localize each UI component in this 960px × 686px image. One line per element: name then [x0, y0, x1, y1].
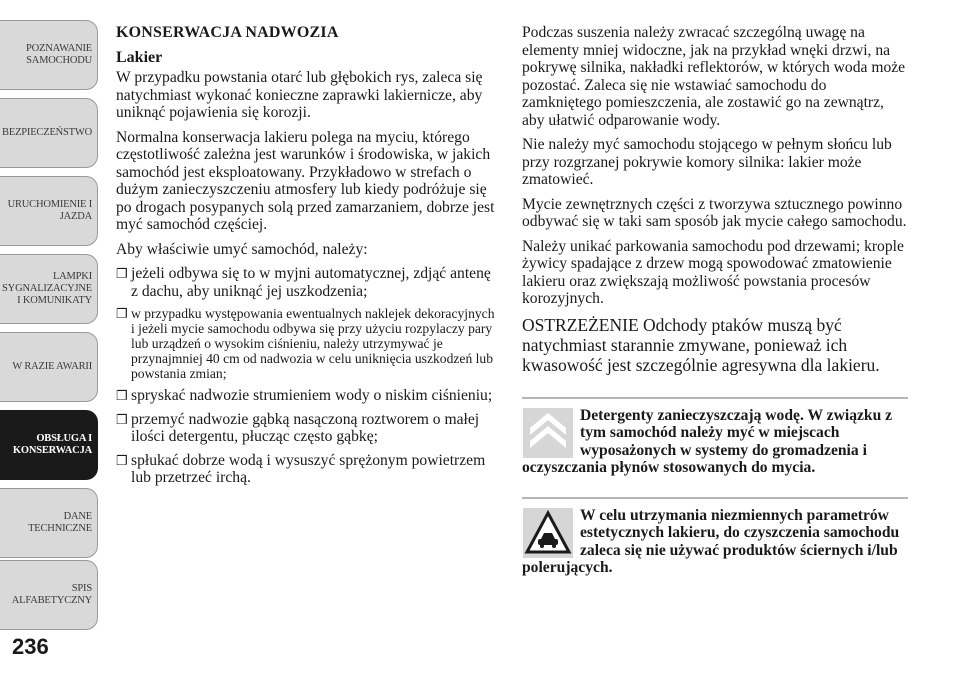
warning-paragraph: OSTRZEŻENIE Odchody ptaków muszą być natychmiast starannie zmywane, ponieważ ich kwasowość jest szczególnie agresywna dla lakieru.: [522, 314, 880, 375]
tab-dane-techniczne[interactable]: DANE TECHNICZNE: [0, 488, 98, 558]
tab-w-razie-awarii[interactable]: W RAZIE AWARII: [0, 332, 98, 402]
paragraph: Podczas suszenia należy zwracać szczególną uwagę na elementy mniej widoczne, jak na przykład wnęki drzwi, na pokrywę silnika, nakładki reflektorów, w których woda może pozostać. Zaleca się nie wstawiać samochodu do zamkniętego pomieszczenia, ale zostawić go na zewnątrz, aby ułatwić odparowanie wody.: [522, 24, 906, 129]
checkbox-bullet-icon: ❒: [116, 452, 128, 468]
paragraph: Aby właściwie umyć samochód, należy:: [116, 240, 368, 258]
checkbox-bullet-icon: ❒: [116, 411, 128, 427]
list-item: ❒ przemyć nadwozie gąbką nasączoną roztworem o małej ilości detergentu, płucząc często gąbkę;: [116, 410, 480, 445]
checkbox-bullet-icon: ❒: [116, 266, 128, 281]
left-column: [116, 24, 496, 493]
tab-spis-alfabetyczny[interactable]: SPIS ALFABETYCZNY: [0, 560, 98, 630]
page-number: 236: [12, 634, 49, 659]
section-heading: KONSERWACJA NADWOZIA: [116, 24, 339, 41]
paragraph: Należy unikać parkowania samochodu pod drzewami; krople żywicy spadające z drzew mogą spowodować zmatowienie lakieru oraz zwiększają możliwość powstania procesów korozyjnych.: [522, 237, 904, 307]
paragraph: Mycie zewnętrznych części z tworzywa sztucznego powinno odbywać się w taki sam sposób jak mycie całego samochodu.: [522, 195, 907, 230]
list-item: ❒ jeżeli odbywa się to w myjni automatycznej, zdjąć antenę z dachu, aby uniknąć jej uszkodzenia;: [116, 265, 491, 300]
environment-note: Detergenty zanieczyszczają wodę. W związku z tym samochód należy myć w miejscach wyposażonych w systemy do gromadzenia i oczyszczania płynów stosowanych do mycia.: [522, 397, 908, 477]
checkbox-bullet-icon: ❒: [116, 388, 128, 403]
paragraph: W przypadku powstania otarć lub głębokich rys, zaleca się natychmiast wykonać konieczne zaprawki lakiernicze, aby uniknąć pojawienia się korozji.: [116, 69, 483, 121]
right-column: [522, 24, 908, 577]
paragraph: Normalna konserwacja lakieru polega na myciu, którego częstotliwość zależna jest warunków i środowiska, w jakich samochód jest eksploatowany. Przykładowo w strefach o dużym zanieczyszczeniu atmosfery lub kiedy podróżuje się po drogach posypanych solą przed zamarzaniem, dobrze jest myć samochód częściej.: [116, 128, 495, 233]
caution-car-triangle-icon: [522, 507, 574, 559]
tab-poznawanie-samochodu[interactable]: POZNAWANIE SAMOCHODU: [0, 20, 98, 90]
caution-note: W celu utrzymania niezmiennych parametrów estetycznych lakieru, do czyszczenia samochodu zaleca się nie używać produktów ściernych i/lub polerujących.: [522, 497, 908, 577]
environment-chevron-icon: [522, 407, 574, 459]
list-item: ❒ spłukać dobrze wodą i wysuszyć sprężonym powietrzem lub przetrzeć irchą.: [116, 451, 486, 486]
list-item: ❒ spryskać nadwozie strumieniem wody o niskim ciśnieniu;: [116, 387, 493, 404]
tab-bezpieczenstwo[interactable]: BEZPIECZEŃSTWO: [0, 98, 98, 168]
subsection-heading: Lakier: [116, 48, 163, 66]
tab-obsluga-konserwacja[interactable]: OBSŁUGA I KONSERWACJA: [0, 410, 98, 480]
tab-uruchomienie-jazda[interactable]: URUCHOMIENIE I JAZDA: [0, 176, 98, 246]
checkbox-bullet-icon: ❒: [116, 306, 128, 321]
tab-lampki-sygnalizacyjne[interactable]: LAMPKI SYGNALIZACYJNE I KOMUNIKATY: [0, 254, 98, 324]
paragraph: Nie należy myć samochodu stojącego w pełnym słońcu lub przy rozgrzanej pokrywie komory silnika: lakier może zmatowieć.: [522, 136, 892, 188]
list-item: ❒ w przypadku występowania ewentualnych naklejek dekoracyjnych i jeżeli mycie samochodu odbywa się przy użyciu rozpylaczy pary lub urządzeń o wysokim ciśnieniu, należy utrzymywać je przynajmniej 40 cm od nadwozia w celu uniknięcia uszkodzeń lub powstania zmian;: [116, 306, 495, 381]
